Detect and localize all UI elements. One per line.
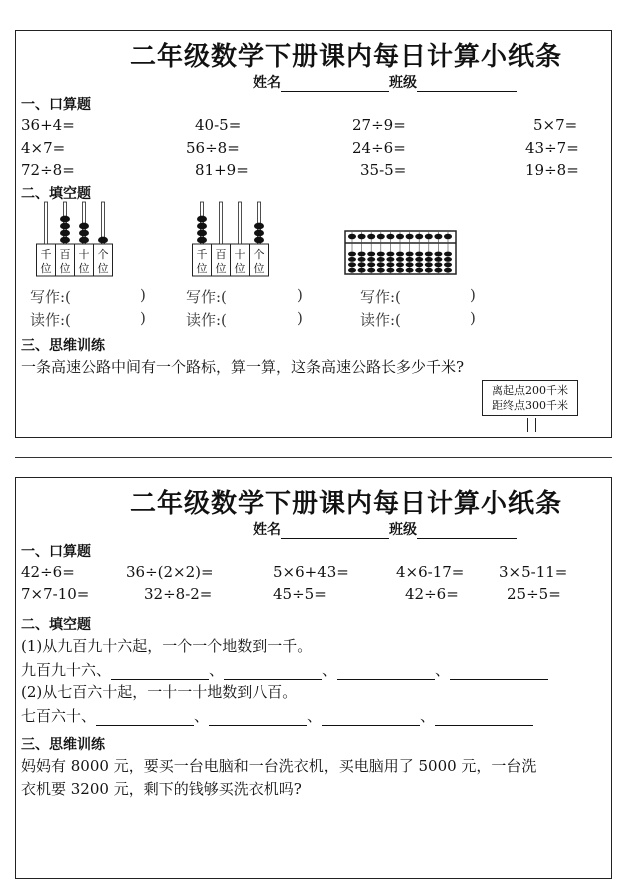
card1-problem-text: 一条高速公路中间有一个路标，算一算，这条高速公路长多少千米? [21,358,465,376]
calc-item: 42÷6= [21,563,75,581]
suanpan-bead [415,234,423,240]
sign-line-1: 离起点200千米 [492,384,568,397]
road-sign [482,380,578,416]
suanpan-bead [406,257,414,262]
frame-rod [239,202,242,244]
close-paren: ) [470,286,476,304]
calc-item: 24÷6= [352,139,406,157]
counting-frame-2 [192,200,272,278]
place-label: 位 [215,262,227,275]
answer-blank[interactable] [209,711,307,726]
suanpan-bead [396,268,404,273]
suanpan-abacus [344,230,458,276]
class-blank[interactable] [417,77,517,92]
frame-rod [45,202,48,244]
frame-bead [60,216,70,223]
card1-section-oral: 一、口算题 [21,97,91,113]
calc-item: 5×6+43= [273,563,349,581]
calc-item: 3×5-11= [499,563,568,581]
answer-blank[interactable] [322,711,420,726]
suanpan-bead [348,262,356,267]
suanpan-bead [386,234,394,240]
suanpan-bead [425,257,433,262]
card1-name-row [253,72,517,92]
place-label: 个 [253,248,265,261]
suanpan-bead [396,234,404,240]
place-label: 十 [234,248,246,261]
suanpan-bead [377,234,385,240]
sign-line-2: 距终点300千米 [492,399,568,412]
answer-blank[interactable] [111,665,209,680]
suanpan-bead [367,262,375,267]
place-label: 千 [196,248,208,261]
suanpan-bead [434,252,442,257]
close-paren: ) [297,309,303,327]
suanpan-bead [434,234,442,240]
suanpan-bead [406,234,414,240]
class-label: 班级 [389,75,417,91]
suanpan-bead [415,252,423,257]
card2-section-fill: 二、填空题 [21,617,91,633]
suanpan-bead [377,262,385,267]
frame-rod [220,202,223,244]
calc-item: 7×7-10= [21,585,90,603]
card2-title: 二年级数学下册课内每日计算小纸条 [130,489,563,519]
suanpan-bead [425,268,433,273]
suanpan-bead [425,252,433,257]
place-label: 十 [78,248,90,261]
read-label: 读作:( [360,311,401,329]
frame-bead [197,223,207,230]
frame-bead [197,216,207,223]
fill-instruction-2: (2)从七百六十起，一十一十地数到八百。 [21,683,298,701]
suanpan-bead [367,234,375,240]
read-label: 读作:( [186,311,227,329]
class-label: 班级 [389,522,417,538]
close-paren: ) [297,286,303,304]
place-label: 个 [97,248,109,261]
close-paren: ) [470,309,476,327]
suanpan-bead [367,252,375,257]
suanpan-bead [444,257,452,262]
calc-item: 4×7= [21,139,66,157]
name-blank[interactable] [281,524,389,539]
separator: 、 [322,661,338,679]
suanpan-bead [358,234,366,240]
card1-title: 二年级数学下册课内每日计算小纸条 [130,42,563,72]
calc-item: 19÷8= [525,161,579,179]
name-label: 姓名 [253,75,281,91]
card2-name-row [253,519,517,539]
write-label: 写作:( [360,288,401,306]
answer-blank[interactable] [435,711,533,726]
suanpan-bead [386,262,394,267]
separator: 、 [420,707,436,725]
frame-bead [254,237,264,244]
calc-item: 27÷9= [352,116,406,134]
suanpan-bead [444,252,452,257]
calc-item: 40-5= [195,116,242,134]
separator: 、 [209,661,225,679]
separator: 、 [307,707,323,725]
frame-bead [79,237,89,244]
name-blank[interactable] [281,77,389,92]
frame-bead [197,237,207,244]
suanpan-bead [444,268,452,273]
suanpan-bead [444,262,452,267]
frame-bead [197,230,207,237]
place-label: 位 [40,262,52,275]
suanpan-bead [367,257,375,262]
suanpan-bead [367,268,375,273]
frame-bead [79,230,89,237]
suanpan-bead [386,252,394,257]
calc-item: 56÷8= [186,139,240,157]
card2-problem-line-1: 妈妈有 8000 元，要买一台电脑和一台洗衣机，买电脑用了 5000 元，一台洗 [21,757,537,775]
read-label: 读作:( [30,311,71,329]
frame-bead [98,237,108,244]
suanpan-bead [348,234,356,240]
frame-bead [254,230,264,237]
suanpan-bead [386,257,394,262]
suanpan-bead [415,262,423,267]
suanpan-bead [348,252,356,257]
suanpan-bead [396,257,404,262]
sign-post [535,418,536,432]
cut-divider [15,457,612,458]
fill-start: 九百九十六、 [21,661,112,679]
frame-bead [254,223,264,230]
suanpan-bead [386,268,394,273]
class-blank[interactable] [417,524,517,539]
place-label: 千 [40,248,52,261]
fill-start: 七百六十、 [21,707,97,725]
suanpan-bead [434,268,442,273]
suanpan-bead [377,257,385,262]
suanpan-bead [415,257,423,262]
frame-bead [60,223,70,230]
calc-item: 72÷8= [21,161,75,179]
place-label: 位 [97,262,109,275]
card1-section-thinking: 三、思维训练 [21,338,105,354]
write-label: 写作:( [30,288,71,306]
calc-item: 36÷(2×2)= [126,563,214,581]
suanpan-bead [396,252,404,257]
suanpan-bead [348,257,356,262]
suanpan-bead [415,268,423,273]
place-label: 位 [59,262,71,275]
separator: 、 [435,661,451,679]
answer-blank[interactable] [96,711,194,726]
fill-row-1 [21,659,548,680]
frame-bead [79,223,89,230]
sign-post [527,418,528,432]
suanpan-bead [434,262,442,267]
answer-blank[interactable] [224,665,322,680]
calc-item: 42÷6= [405,585,459,603]
suanpan-bead [425,234,433,240]
suanpan-bead [406,268,414,273]
suanpan-bead [406,252,414,257]
calc-item: 35-5= [360,161,407,179]
fill-row-2 [21,705,533,726]
counting-frame-1 [36,200,116,278]
suanpan-bead [377,252,385,257]
place-label: 百 [215,248,227,261]
suanpan-bead [425,262,433,267]
calc-item: 5×7= [533,116,578,134]
suanpan-bead [358,262,366,267]
calc-item: 45÷5= [273,585,327,603]
place-label: 位 [78,262,90,275]
card1-section-fill: 二、填空题 [21,186,91,202]
write-label: 写作:( [186,288,227,306]
answer-blank[interactable] [337,665,435,680]
calc-item: 25÷5= [507,585,561,603]
separator: 、 [194,707,210,725]
frame-bead [60,237,70,244]
answer-blank[interactable] [450,665,548,680]
calc-item: 4×6-17= [396,563,465,581]
fill-instruction-1: (1)从九百九十六起，一个一个地数到一千。 [21,637,313,655]
name-label: 姓名 [253,522,281,538]
suanpan-bead [396,262,404,267]
frame-bead [60,230,70,237]
suanpan-bead [434,257,442,262]
suanpan-bead [358,252,366,257]
suanpan-bead [377,268,385,273]
card2-problem-line-2: 衣机要 3200 元，剩下的钱够买洗衣机吗? [21,780,302,798]
suanpan-bead [348,268,356,273]
close-paren: ) [140,309,146,327]
place-label: 位 [234,262,246,275]
suanpan-bead [444,234,452,240]
suanpan-bead [358,268,366,273]
card2-section-thinking: 三、思维训练 [21,737,105,753]
place-label: 百 [59,248,71,261]
card2-section-oral: 一、口算题 [21,544,91,560]
suanpan-bead [358,257,366,262]
place-label: 位 [253,262,265,275]
place-label: 位 [196,262,208,275]
suanpan-bead [406,262,414,267]
calc-item: 36+4= [21,116,75,134]
calc-item: 81+9= [195,161,249,179]
calc-item: 32÷8-2= [144,585,213,603]
calc-item: 43÷7= [525,139,579,157]
close-paren: ) [140,286,146,304]
